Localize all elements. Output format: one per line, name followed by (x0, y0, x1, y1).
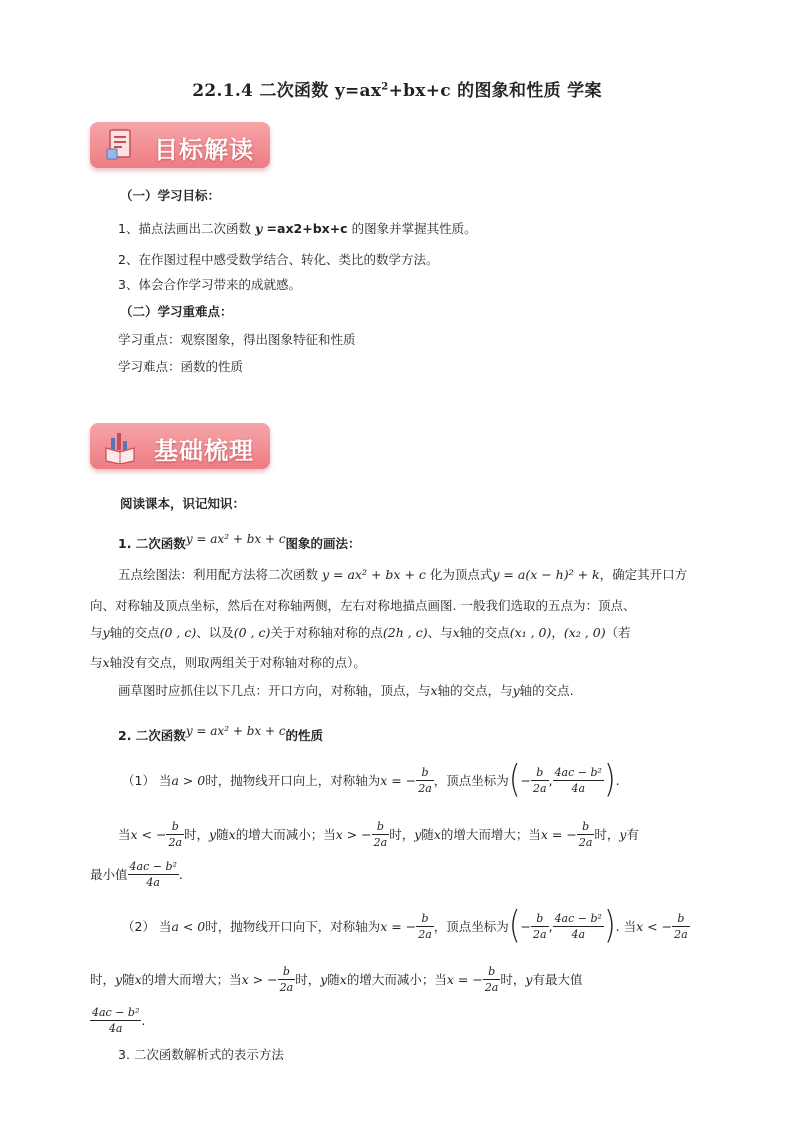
heading-learning-goals: （一）学习目标： (120, 188, 221, 203)
banner-label: 基础梳理 (154, 437, 254, 465)
point1-line1: 五点绘图法：利用配方法将二次函数 y = ax² + bx + c 化为顶点式y = a(x − h)² + k，确定其开口方 (118, 567, 688, 582)
fraction-b-over-2a: $\frac{b}{2a}$ (578, 819, 593, 849)
fraction-b-over-2a: $\frac{b}{2a}$ (168, 819, 183, 849)
heading-key-points: （二）学习重难点： (120, 304, 233, 319)
fraction-b-over-2a: $\frac{b}{2a}$ (533, 765, 547, 795)
fraction-vertex-y: $\frac{\text{4ac − b²}}{4a}$ (129, 859, 177, 889)
fraction-vertex-y: $\frac{\text{4ac − b²}}{4a}$ (92, 1005, 140, 1035)
document-icon (102, 127, 138, 163)
goal-item-1: 1、描点法画出二次函数 y =ax2+bx+c 的图象并掌握其性质。 (118, 221, 477, 236)
difficulty-text: 学习难点：函数的性质 (118, 359, 244, 374)
fraction-b-over-2a: $\frac{b}{2a}$ (674, 911, 688, 941)
fraction-b-over-2a: $\frac{b}{2a}$ (484, 964, 499, 994)
fraction-vertex-y: $\frac{\text{4ac − b²}}{4a}$ (554, 765, 602, 795)
key-point-text: 学习重点：观察图象，得出图象特征和性质 (118, 332, 356, 347)
point1-line3: 与y轴的交点(0 , c)、以及(0 , c)关于对称轴对称的点(2h , c)、与x轴的交点(x₁ , 0)，(x₂ , 0)（若 (90, 625, 631, 640)
point1-heading: 1. 二次函数y = ax² + bx + c图象的画法： (118, 532, 361, 551)
goal-item-2: 2、在作图过程中感受数学结合、转化、类比的数学方法。 (118, 252, 439, 267)
document-title: 22.1.4 二次函数 $y=ax^2+bx+c$ 的图象和性质 学案 (192, 81, 602, 101)
fraction-b-over-2a: $\frac{b}{2a}$ (279, 964, 294, 994)
section-banner-goals (90, 122, 270, 168)
point2-heading: 2. 二次函数y = ax² + bx + c的性质 (118, 724, 324, 743)
case2-line2: 时， y 随 x 的增大而增大；当 x > − $\frac{b}{2a}$ 时， y 随 x 的增大而减小；当 x = − $\frac{b}{2a}$ 时， y 有最大值 (90, 964, 583, 994)
case1-line1: （1） 当 a > 0 时，抛物线开口向上，对称轴为 x = − $\frac{b}{2a}$ ，顶点坐标为 ( − $\frac{b}{2a}$ , $\frac{\text{4ac − b²}}{4a}$ ) . (122, 757, 620, 802)
goal-item-3: 3、体会合作学习带来的成就感。 (118, 277, 301, 292)
fraction-b-over-2a: $\frac{b}{2a}$ (418, 765, 432, 795)
point1-line2: 向、对称轴及顶点坐标，然后在对称轴两侧，左右对称地描点画图. 一般我们选取的五点为：顶点、 (90, 598, 636, 613)
book-chart-icon (102, 428, 138, 464)
fraction-b-over-2a: $\frac{b}{2a}$ (418, 911, 432, 941)
point1-line4: 与x轴没有交点，则取两组关于对称轴对称的点）。 (90, 655, 366, 670)
fraction-b-over-2a: $\frac{b}{2a}$ (533, 911, 547, 941)
section-banner-basics (90, 423, 270, 469)
case2-line3: $\frac{\text{4ac − b²}}{4a}$ . (92, 1005, 146, 1035)
point1-line5: 画草图时应抓住以下几点：开口方向，对称轴，顶点，与x轴的交点，与y轴的交点. (118, 683, 574, 698)
case1-line2: 当 x < − $\frac{b}{2a}$ 时， y 随 x 的增大而减小；当 x > − $\frac{b}{2a}$ 时， y 随 x 的增大而增大；当 x = − $\frac{b}{2a}$ 时， y 有 (118, 819, 639, 849)
case1-line3: 最小值 $\frac{\text{4ac − b²}}{4a}$ . (90, 859, 183, 889)
fraction-b-over-2a: $\frac{b}{2a}$ (373, 819, 388, 849)
banner-label: 目标解读 (154, 136, 254, 164)
fraction-vertex-y: $\frac{\text{4ac − b²}}{4a}$ (554, 911, 602, 941)
case2-line1: （2） 当 a < 0 时，抛物线开口向下，对称轴为 x = − $\frac{b}{2a}$ ，顶点坐标为 ( − $\frac{b}{2a}$ , $\frac{\text{4ac − b²}}{4a}$ ) . 当 x < − $\frac{b}{2a}$ (122, 903, 688, 948)
reading-intro: 阅读课本，识记知识： (120, 496, 246, 511)
point3-heading: 3. 二次函数解析式的表示方法 (118, 1047, 284, 1062)
